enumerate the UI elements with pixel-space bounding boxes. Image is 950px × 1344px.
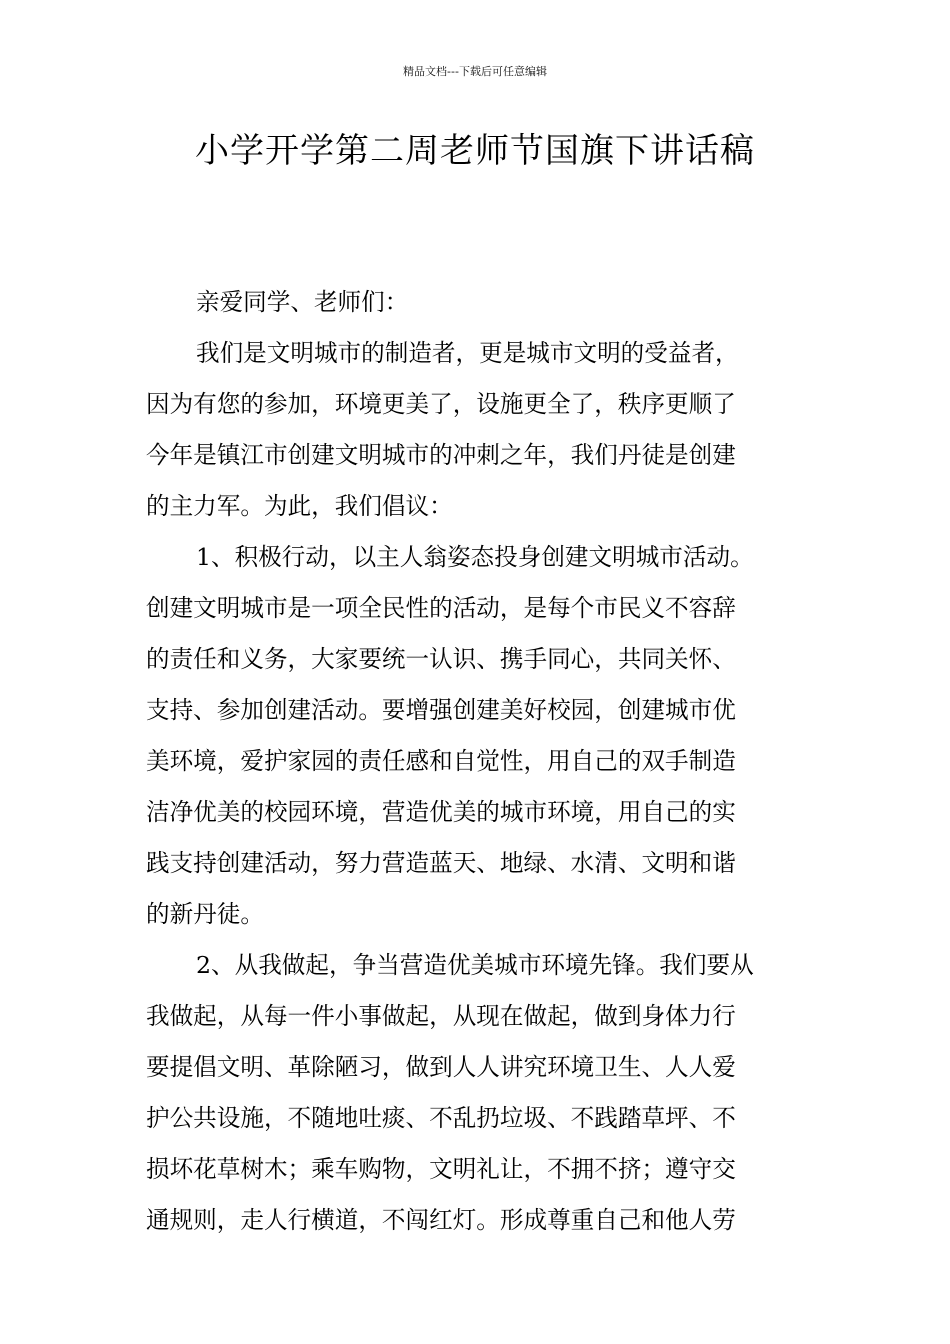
body-line: 支持、参加创建活动。要增强创建美好校园，创建城市优	[146, 696, 736, 724]
body-line: 洁净优美的校园环境，营造优美的城市环境，用自己的实	[146, 798, 736, 826]
body-line: 通规则，走人行横道，不闯红灯。形成尊重自己和他人劳	[146, 1206, 736, 1234]
body-line: 护公共设施，不随地吐痰、不乱扔垃圾、不践踏草坪、不	[146, 1104, 736, 1132]
body-line: 的责任和义务，大家要统一认识、携手同心，共同关怀、	[146, 645, 736, 673]
body-line: 的新丹徒。	[146, 900, 264, 928]
body-line: 损坏花草树木；乘车购物，文明礼让，不拥不挤；遵守交	[146, 1155, 736, 1183]
body-line: 美环境，爱护家园的责任感和自觉性，用自己的双手制造	[146, 747, 736, 775]
body-line: 2、从我做起，争当营造优美城市环境先锋。我们要从	[196, 951, 754, 979]
body-line: 践支持创建活动，努力营造蓝天、地绿、水清、文明和谐	[146, 849, 736, 877]
header-note: 精品文档---下载后可任意编辑	[403, 65, 547, 78]
body-line: 今年是镇江市创建文明城市的冲刺之年，我们丹徒是创建	[146, 441, 736, 469]
body-line: 我们是文明城市的制造者，更是城市文明的受益者，	[196, 339, 739, 367]
body-line: 1、积极行动，以主人翁姿态投身创建文明城市活动。	[196, 543, 754, 571]
body-line: 要提倡文明、革除陋习，做到人人讲究环境卫生、人人爱	[146, 1053, 736, 1081]
body-line: 因为有您的参加，环境更美了，设施更全了，秩序更顺了	[146, 390, 736, 418]
document-title: 小学开学第二周老师节国旗下讲话稿	[195, 131, 755, 171]
body-line: 创建文明城市是一项全民性的活动，是每个市民义不容辞	[146, 594, 736, 622]
body-line: 亲爱同学、老师们：	[196, 288, 409, 316]
document-body	[146, 282, 806, 1251]
body-line: 的主力军。为此，我们倡议：	[146, 492, 453, 520]
body-line: 我做起，从每一件小事做起，从现在做起，做到身体力行	[146, 1002, 736, 1030]
